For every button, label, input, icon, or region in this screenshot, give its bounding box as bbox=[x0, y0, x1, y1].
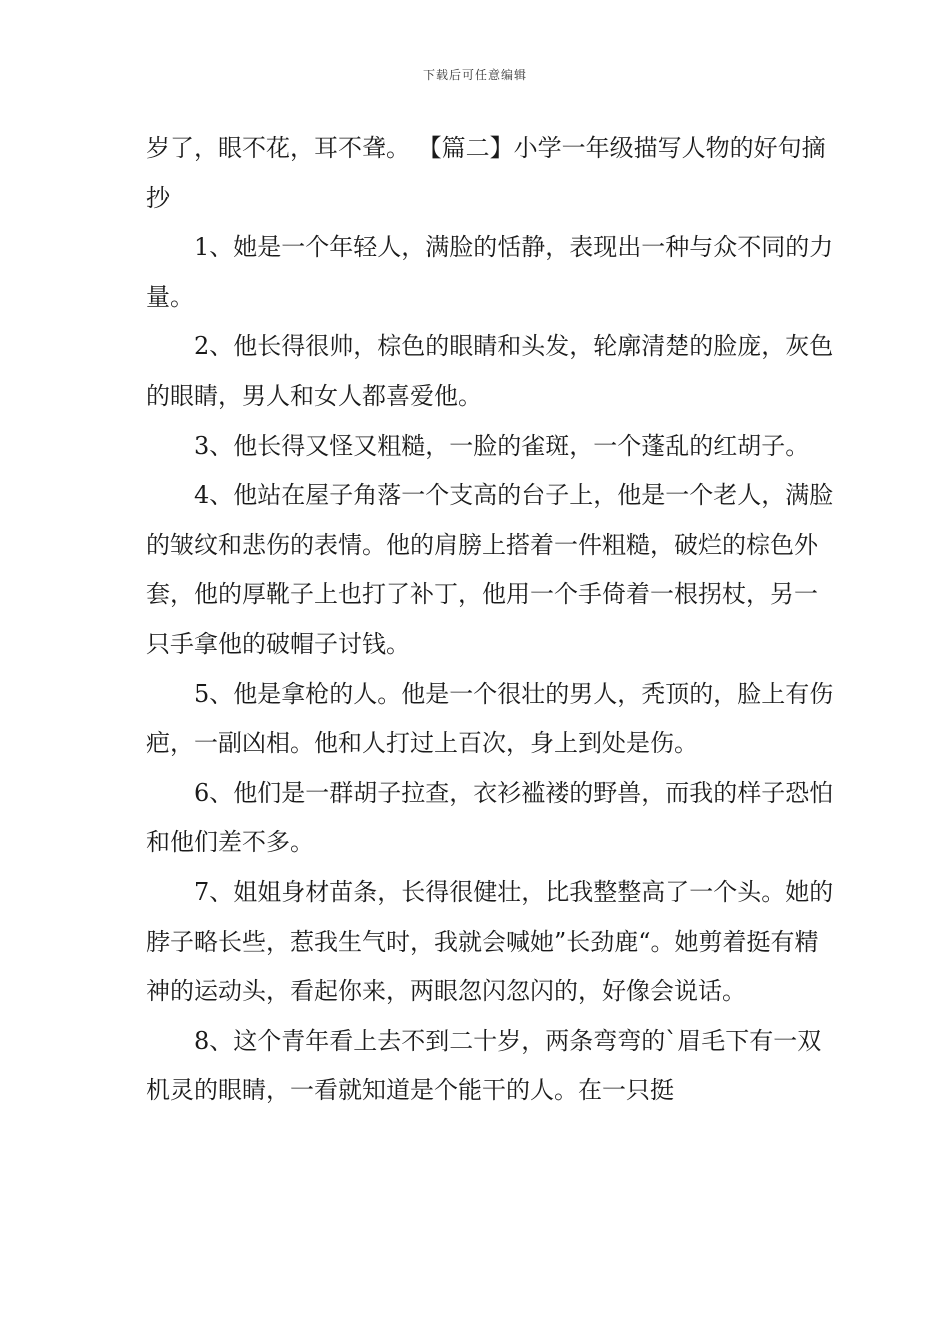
paragraph-item-2: 2、他长得很帅，棕色的眼睛和头发，轮廓清楚的脸庞，灰色的眼睛，男人和女人都喜爱他。 bbox=[146, 332, 834, 410]
paragraph-item-4: 4、他站在屋子角落一个支高的台子上，他是一个老人，满脸的皱纹和悲伤的表情。他的肩膀上搭着一件粗糙，破烂的棕色外套，他的厚靴子上也打了补丁，他用一个手倚着一根拐杖，另一只手拿他的破帽子讨钱。 bbox=[146, 481, 834, 658]
paragraph-item-5: 5、他是拿枪的人。他是一个很壮的男人，秃顶的，脸上有伤疤，一副凶相。他和人打过上百次，身上到处是伤。 bbox=[146, 679, 834, 758]
paragraph-item-8: 8、这个青年看上去不到二十岁，两条弯弯的`眉毛下有一双机灵的眼睛，一看就知道是个能干的人。在一只挺 bbox=[146, 1026, 822, 1105]
page-header: 下载后可任意编辑 bbox=[422, 68, 527, 82]
paragraph-item-6: 6、他们是一群胡子拉查，衣衫褴褛的野兽，而我的样子恐怕和他们差不多。 bbox=[146, 778, 834, 857]
paragraph-item-3: 3、他长得又怪又粗糙，一脸的雀斑，一个蓬乱的红胡子。 bbox=[194, 431, 810, 460]
document-body bbox=[146, 124, 836, 1116]
paragraph-item-7: 7、姐姐身材苗条，长得很健壮，比我整整高了一个头。她的脖子略长些，惹我生气时，我就会喊她”长劲鹿“。她剪着挺有精神的运动头，看起你来，两眼忽闪忽闪的，好像会说话。 bbox=[146, 877, 834, 1006]
paragraph-item-1: 1、她是一个年轻人，满脸的恬静，表现出一种与众不同的力量。 bbox=[146, 233, 834, 311]
paragraph-intro: 岁了，眼不花，耳不聋。 【篇二】小学一年级描写人物的好句摘抄 bbox=[146, 134, 826, 212]
